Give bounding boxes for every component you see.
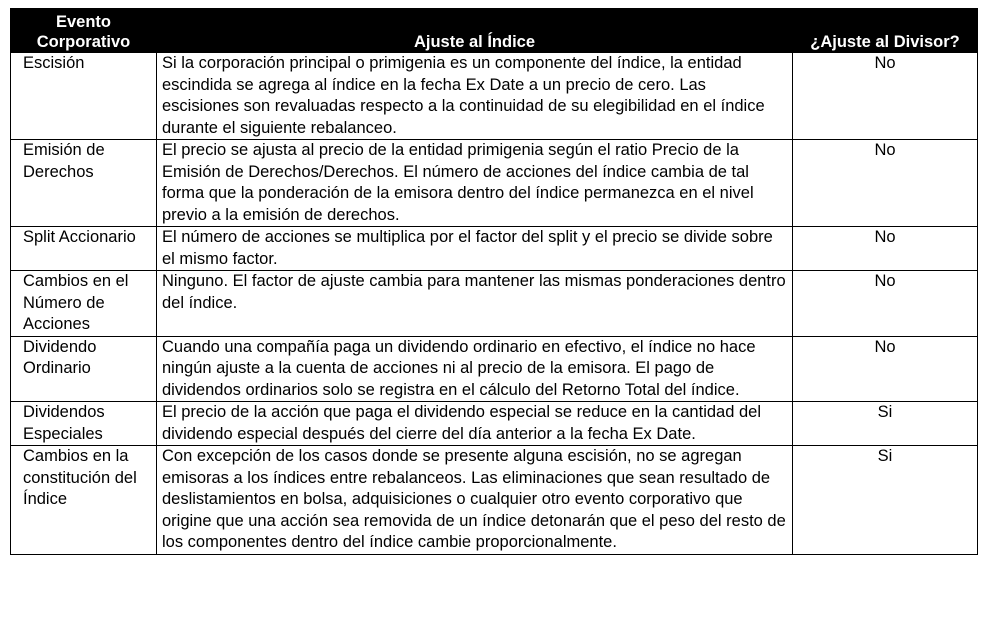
adjustment-cell: El número de acciones se multiplica por el factor del split y el precio se divide sobre el mismo factor. bbox=[157, 227, 793, 271]
event-cell: Cambios en la constitución del Índice bbox=[11, 446, 157, 555]
divisor-cell: No bbox=[793, 53, 978, 140]
divisor-cell: Si bbox=[793, 402, 978, 446]
divisor-cell: Si bbox=[793, 446, 978, 555]
divisor-cell: No bbox=[793, 271, 978, 337]
adjustment-cell: Cuando una compañía paga un dividendo ordinario en efectivo, el índice no hace ningún ajuste a la cuenta de acciones ni al precio de la emisora. El pago de dividendos ordinarios solo se registra en el cálculo del Retorno Total del índice. bbox=[157, 336, 793, 402]
divisor-cell: No bbox=[793, 336, 978, 402]
corporate-events-table bbox=[10, 8, 978, 555]
header-divisor: ¿Ajuste al Divisor? bbox=[793, 9, 978, 53]
table-row bbox=[11, 336, 978, 402]
event-cell: Emisión de Derechos bbox=[11, 140, 157, 227]
adjustment-cell: Con excepción de los casos donde se presente alguna escisión, no se agregan emisoras a los índices entre rebalanceos. Las eliminaciones que sean resultado de deslistamientos en bolsa, adquisiciones o cualquier otro evento corporativo que origine que una acción sea removida de un índice detonarán que el peso del resto de los componentes dentro del índice cambie proporcionalmente. bbox=[157, 446, 793, 555]
table-row bbox=[11, 446, 978, 555]
event-cell: Cambios en el Número de Acciones bbox=[11, 271, 157, 337]
divisor-cell: No bbox=[793, 227, 978, 271]
event-cell: Dividendo Ordinario bbox=[11, 336, 157, 402]
adjustment-cell: Ninguno. El factor de ajuste cambia para mantener las mismas ponderaciones dentro del índice. bbox=[157, 271, 793, 337]
event-cell: Dividendos Especiales bbox=[11, 402, 157, 446]
header-adjustment: Ajuste al Índice bbox=[157, 9, 793, 53]
header-row bbox=[11, 9, 978, 53]
header-event: Evento Corporativo bbox=[11, 9, 157, 53]
table-row bbox=[11, 53, 978, 140]
divisor-cell: No bbox=[793, 140, 978, 227]
table-row bbox=[11, 227, 978, 271]
adjustment-cell: Si la corporación principal o primigenia es un componente del índice, la entidad escindida se agrega al índice en la fecha Ex Date a un precio de cero. Las escisiones son revaluadas respecto a la continuidad de su elegibilidad en el índice durante el siguiente rebalanceo. bbox=[157, 53, 793, 140]
adjustment-cell: El precio de la acción que paga el dividendo especial se reduce en la cantidad del dividendo especial después del cierre del día anterior a la fecha Ex Date. bbox=[157, 402, 793, 446]
adjustment-cell: El precio se ajusta al precio de la entidad primigenia según el ratio Precio de la Emisión de Derechos/Derechos. El número de acciones del índice cambia de tal forma que la ponderación de la emisora dentro del índice permanezca en el nivel previo a la emisión de derechos. bbox=[157, 140, 793, 227]
table-row bbox=[11, 402, 978, 446]
table-row bbox=[11, 271, 978, 337]
event-cell: Split Accionario bbox=[11, 227, 157, 271]
table-row bbox=[11, 140, 978, 227]
event-cell: Escisión bbox=[11, 53, 157, 140]
